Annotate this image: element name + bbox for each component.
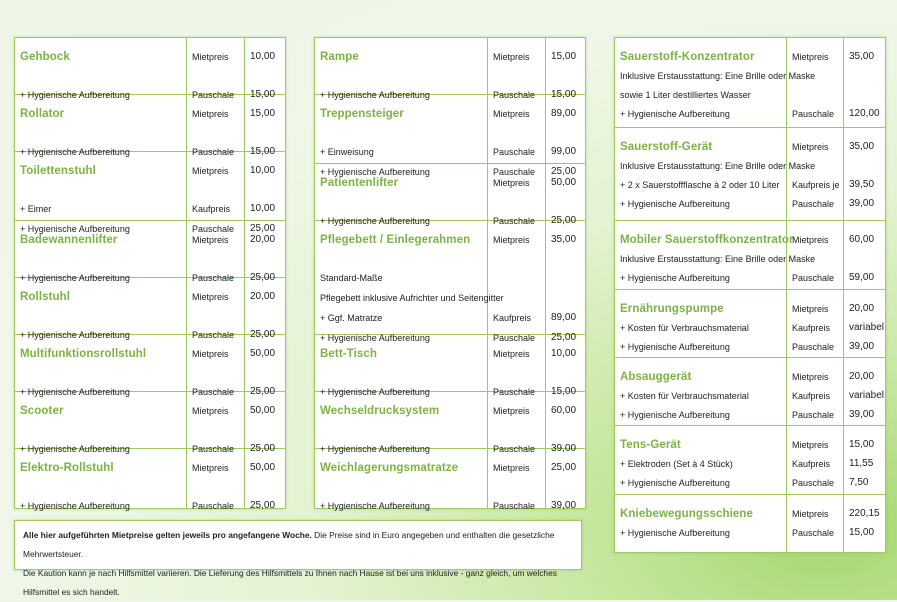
item-text: + Hygienische Aufbereitung — [320, 387, 430, 397]
section-title: Ernährungspumpe — [620, 303, 724, 315]
price-value: 25,00 — [551, 166, 577, 177]
price-value: 10,00 — [551, 348, 577, 359]
price-value: 35,00 — [849, 141, 875, 152]
section-title: Multifunktionsrollstuhl — [20, 348, 147, 360]
price-section — [315, 95, 585, 177]
price-value: 25,00 — [250, 500, 276, 511]
price-value: 25,00 — [250, 443, 276, 454]
price-label: Pauschale — [493, 167, 536, 177]
price-value: 60,00 — [849, 234, 875, 245]
footer-note — [14, 520, 582, 597]
price-value: 50,00 — [250, 462, 276, 473]
price-label: Pauschale — [493, 501, 536, 511]
price-value: 25,00 — [250, 223, 276, 234]
item-text: Standard-Maße — [320, 273, 383, 283]
item-text: + Hygienische Aufbereitung — [320, 501, 430, 511]
price-value: 39,00 — [849, 409, 875, 420]
price-label: Pauschale — [192, 224, 235, 234]
price-section — [315, 392, 585, 454]
price-label: Pauschale — [792, 478, 835, 488]
price-value: 89,00 — [551, 108, 577, 119]
price-section — [615, 128, 885, 221]
price-section — [15, 278, 285, 340]
price-label: Pauschale — [192, 444, 235, 454]
item-text: + Hygienische Aufbereitung — [20, 501, 130, 511]
price-value: 59,00 — [849, 272, 875, 283]
price-label: Mietpreis — [192, 166, 229, 176]
price-label: Pauschale — [192, 330, 235, 340]
price-value: 15,00 — [551, 51, 577, 62]
price-section — [615, 426, 885, 495]
price-section — [15, 449, 285, 511]
price-section — [615, 290, 885, 358]
price-value: 20,00 — [250, 291, 276, 302]
price-label: Kaufpreis je — [792, 180, 840, 190]
price-label: Mietpreis — [192, 463, 229, 473]
section-title: Wechseldrucksystem — [320, 405, 440, 417]
section-title: Badewannenlifter — [20, 234, 118, 246]
item-text: + Hygienische Aufbereitung — [320, 333, 430, 343]
price-section — [15, 152, 285, 234]
price-value: 39,00 — [849, 198, 875, 209]
price-value: 25,00 — [250, 272, 276, 283]
price-label: Mietpreis — [493, 349, 530, 359]
price-label: Mietpreis — [493, 235, 530, 245]
section-title: Rollator — [20, 108, 65, 120]
item-text: + Hygienische Aufbereitung — [320, 216, 430, 226]
price-label: Pauschale — [493, 444, 536, 454]
price-label: Mietpreis — [192, 52, 229, 62]
price-value: 15,00 — [551, 386, 577, 397]
section-title: Absauggerät — [620, 371, 692, 383]
item-text: + Eimer — [20, 204, 52, 214]
price-value: 7,50 — [849, 477, 869, 488]
price-value: 39,50 — [849, 179, 875, 190]
price-value: 25,00 — [250, 329, 276, 340]
item-text: + Hygienische Aufbereitung — [620, 528, 730, 538]
price-label: Mietpreis — [493, 52, 530, 62]
item-text: + Hygienische Aufbereitung — [620, 199, 730, 209]
item-text: + Hygienische Aufbereitung — [620, 410, 730, 420]
price-section — [615, 495, 885, 551]
price-section — [15, 38, 285, 100]
item-text: + Hygienische Aufbereitung — [620, 273, 730, 283]
price-column-1 — [14, 37, 286, 509]
item-text: + Hygienische Aufbereitung — [620, 109, 730, 119]
price-value: 15,00 — [250, 146, 276, 157]
price-value: 10,00 — [250, 51, 276, 62]
item-text: Inklusive Erstausstattung: Eine Brille oder Maske — [620, 254, 816, 264]
section-title: Kniebewegungsschiene — [620, 508, 754, 520]
price-label: Mietpreis — [792, 440, 829, 450]
item-text: + Hygienische Aufbereitung — [320, 444, 430, 454]
price-section — [315, 449, 585, 511]
price-label: Pauschale — [192, 147, 235, 157]
price-label: Kaufpreis — [792, 459, 831, 469]
price-label: Mietpreis — [192, 292, 229, 302]
price-section — [15, 335, 285, 397]
price-value: 220,15 — [849, 508, 880, 519]
item-text: + Hygienische Aufbereitung — [20, 90, 130, 100]
item-text: + Ggf. Matratze — [320, 313, 383, 323]
price-section — [315, 335, 585, 397]
price-value: 15,00 — [849, 439, 875, 450]
price-value: 50,00 — [551, 177, 577, 188]
section-title: Sauerstoff-Gerät — [620, 141, 713, 153]
section-title: Toilettenstuhl — [20, 165, 96, 177]
section-title: Elektro-Rollstuhl — [20, 462, 114, 474]
item-text: Inklusive Erstausstattung: Eine Brille oder Maske — [620, 71, 816, 81]
section-title: Scooter — [20, 405, 64, 417]
item-text: + Hygienische Aufbereitung — [320, 167, 430, 177]
price-label: Pauschale — [792, 109, 835, 119]
price-value: 15,00 — [849, 527, 875, 538]
section-title: Tens-Gerät — [620, 439, 681, 451]
price-label: Kaufpreis — [192, 204, 231, 214]
price-value: 11,55 — [849, 458, 874, 469]
item-text: + Hygienische Aufbereitung — [20, 330, 130, 340]
item-text: + Hygienische Aufbereitung — [620, 478, 730, 488]
price-label: Mietpreis — [792, 372, 829, 382]
price-value: 15,00 — [551, 89, 577, 100]
price-value: 25,00 — [551, 462, 577, 473]
section-title: Patientenlifter — [320, 177, 399, 189]
item-text: + Hygienische Aufbereitung — [20, 273, 130, 283]
price-value: 99,00 — [551, 146, 577, 157]
item-text: + Kosten für Verbrauchsmaterial — [620, 391, 749, 401]
price-label: Pauschale — [493, 147, 536, 157]
price-label: Mietpreis — [792, 142, 829, 152]
item-text: + Kosten für Verbrauchsmaterial — [620, 323, 749, 333]
price-section — [615, 221, 885, 290]
footer-line-1 — [23, 526, 573, 564]
price-value: 15,00 — [250, 89, 276, 100]
item-text: + Hygienische Aufbereitung — [620, 342, 730, 352]
price-value: 10,00 — [250, 165, 276, 176]
section-title: Weichlagerungsmatratze — [320, 462, 459, 474]
price-value: variabel — [849, 322, 885, 333]
price-value: 35,00 — [849, 51, 875, 62]
price-value: 10,00 — [250, 203, 276, 214]
price-section — [15, 392, 285, 454]
price-label: Pauschale — [493, 387, 536, 397]
price-label: Mietpreis — [493, 463, 530, 473]
price-section — [315, 164, 585, 226]
price-label: Mietpreis — [493, 109, 530, 119]
price-value: 25,00 — [551, 215, 577, 226]
price-value: 60,00 — [551, 405, 577, 416]
price-label: Pauschale — [792, 342, 835, 352]
item-text: Inklusive Erstausstattung: Eine Brille oder Maske — [620, 161, 816, 171]
section-title: Mobiler Sauerstoffkonzentrator — [620, 234, 794, 246]
price-label: Mietpreis — [493, 178, 530, 188]
price-label: Kaufpreis — [792, 323, 831, 333]
price-label: Mietpreis — [792, 235, 829, 245]
item-text: sowie 1 Liter destilliertes Wasser — [620, 90, 751, 100]
price-value: 25,00 — [551, 332, 577, 343]
price-label: Mietpreis — [493, 406, 530, 416]
price-label: Pauschale — [792, 528, 835, 538]
item-text: + Hygienische Aufbereitung — [20, 147, 130, 157]
price-label: Kaufpreis — [493, 313, 532, 323]
item-text: + Hygienische Aufbereitung — [20, 444, 130, 454]
price-label: Kaufpreis — [792, 391, 831, 401]
price-section — [315, 38, 585, 100]
footer-rest: Die Preise sind in Euro angegeben und enthalten die gesetzliche Mehrwertsteuer. — [23, 530, 555, 559]
price-label: Mietpreis — [192, 406, 229, 416]
price-value: 25,00 — [250, 386, 276, 397]
price-label: Mietpreis — [792, 509, 829, 519]
price-value: 39,00 — [551, 443, 577, 454]
price-section — [615, 358, 885, 426]
price-label: Pauschale — [192, 90, 235, 100]
price-label: Pauschale — [192, 387, 235, 397]
item-text: + Hygienische Aufbereitung — [320, 90, 430, 100]
price-value: 89,00 — [551, 312, 577, 323]
price-label: Pauschale — [192, 273, 235, 283]
item-text: + 2 x Sauerstoffflasche à 2 oder 10 Liter — [620, 180, 780, 190]
item-text: + Hygienische Aufbereitung — [20, 387, 130, 397]
footer-line-2: Die Kaution kann je nach Hilfsmittel variieren. Die Lieferung des Hilfsmittels zu Ihnen nach Hause ist bei uns inklusive - ganz gleich, um welches Hilfsmittel es sich handelt. — [23, 568, 557, 597]
price-label: Pauschale — [493, 216, 536, 226]
price-value: variabel — [849, 390, 885, 401]
price-section — [615, 38, 885, 128]
price-value: 120,00 — [849, 108, 880, 119]
price-value: 15,00 — [250, 108, 276, 119]
price-column-2 — [314, 37, 586, 509]
price-value: 20,00 — [250, 234, 276, 245]
price-value: 39,00 — [849, 341, 875, 352]
price-label: Mietpreis — [192, 109, 229, 119]
price-column-3 — [614, 37, 886, 553]
price-label: Mietpreis — [792, 52, 829, 62]
section-title: Treppensteiger — [320, 108, 404, 120]
price-value: 39,00 — [551, 500, 577, 511]
price-value: 20,00 — [849, 303, 875, 314]
section-title: Bett-Tisch — [320, 348, 378, 360]
section-title: Pflegebett / Einlegerahmen — [320, 234, 471, 246]
item-text: Pflegebett inklusive Aufrichter und Seitengitter — [320, 293, 504, 303]
section-title: Rollstuhl — [20, 291, 71, 303]
price-label: Pauschale — [493, 90, 536, 100]
price-value: 50,00 — [250, 405, 276, 416]
price-label: Pauschale — [792, 410, 835, 420]
price-value: 20,00 — [849, 371, 875, 382]
price-section — [15, 221, 285, 283]
section-title: Gehbock — [20, 51, 70, 63]
item-text: + Einweisung — [320, 147, 374, 157]
price-label: Mietpreis — [192, 349, 229, 359]
price-label: Pauschale — [792, 199, 835, 209]
item-text: + Hygienische Aufbereitung — [20, 224, 130, 234]
price-label: Mietpreis — [792, 304, 829, 314]
price-value: 50,00 — [250, 348, 276, 359]
price-label: Pauschale — [192, 501, 235, 511]
price-section — [15, 95, 285, 157]
price-label: Pauschale — [792, 273, 835, 283]
price-label: Mietpreis — [192, 235, 229, 245]
section-title: Sauerstoff-Konzentrator — [620, 51, 755, 63]
price-section — [315, 221, 585, 343]
section-title: Rampe — [320, 51, 359, 63]
item-text: + Elektroden (Set à 4 Stück) — [620, 459, 733, 469]
footer-bold: Alle hier aufgeführten Mietpreise gelten jeweils pro angefangene Woche. — [23, 530, 312, 540]
price-value: 35,00 — [551, 234, 577, 245]
price-label: Pauschale — [493, 333, 536, 343]
